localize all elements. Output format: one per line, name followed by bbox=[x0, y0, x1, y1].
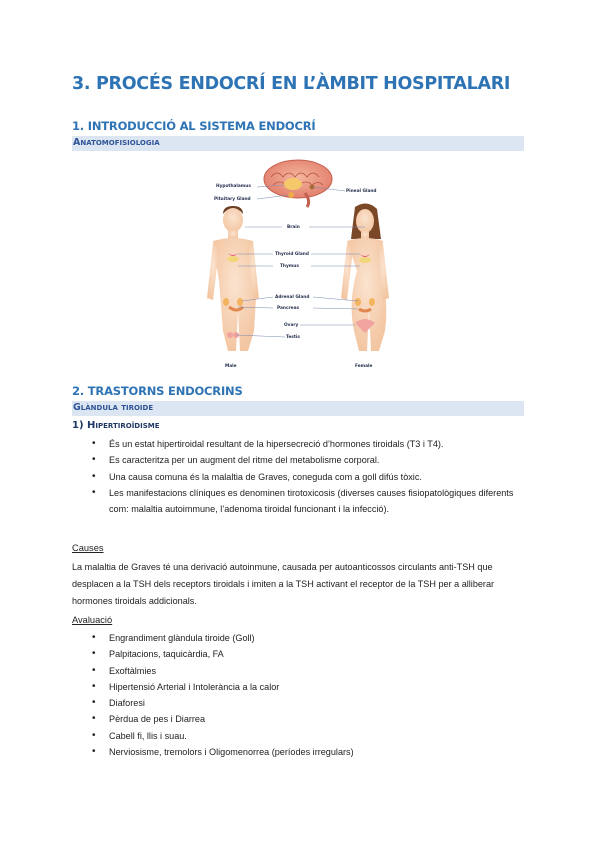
list-item: • Diaforesi bbox=[92, 695, 532, 711]
evaluation-heading: Avaluació bbox=[72, 615, 113, 625]
subsection-title-thyroid: Glàndula tiroide bbox=[73, 402, 154, 413]
label-female: Female bbox=[355, 364, 373, 369]
page-title: 3. PROCÉS ENDOCRÍ EN L’ÀMBIT HOSPITALARI bbox=[72, 74, 511, 94]
label-hypothalamus: Hypothalamus bbox=[216, 184, 251, 189]
list-item: • Cabell fi, llis i suau. bbox=[92, 728, 532, 744]
label-male: Male bbox=[225, 364, 237, 369]
label-thymus: Thymus bbox=[280, 264, 299, 269]
subheading-hyperthyroidism: 1) Hipertiroïdisme bbox=[72, 420, 160, 431]
brain-illustration bbox=[264, 160, 332, 207]
subsection-title-anatomy: Anatomofisiologia bbox=[73, 137, 160, 148]
list-item: • Una causa comuna és la malaltia de Graves, coneguda com a goll difús tòxic. bbox=[92, 469, 532, 485]
label-pancreas: Pancreas bbox=[277, 306, 300, 311]
list-item: • Es caracteritza per un augment del ritme del metabolisme corporal. bbox=[92, 452, 532, 468]
label-testis: Testis bbox=[286, 335, 300, 340]
list-item: • Exoftàlmies bbox=[92, 663, 532, 679]
label-pineal-gland: Pineal Gland bbox=[346, 189, 377, 194]
list-item: • És un estat hipertiroidal resultant de la hipersecreció d’hormones tiroidals (T3 i T4). bbox=[92, 436, 532, 452]
subsection-band-thyroid bbox=[72, 401, 524, 416]
label-adrenal-gland: Adrenal Gland bbox=[275, 295, 310, 300]
female-figure bbox=[341, 203, 389, 351]
section-heading-intro: 1. INTRODUCCIÓ AL SISTEMA ENDOCRÍ bbox=[72, 119, 316, 133]
male-figure bbox=[207, 206, 259, 351]
list-item: • Palpitacions, taquicàrdia, FA bbox=[92, 646, 532, 662]
list-item: • Hipertensió Arterial i Intolerància a la calor bbox=[92, 679, 532, 695]
causes-heading: Causes bbox=[72, 543, 104, 553]
hyperthyroidism-bullet-list bbox=[92, 436, 532, 517]
evaluation-bullet-list bbox=[92, 630, 532, 760]
list-item: • Engrandiment glàndula tiroide (Goll) bbox=[92, 630, 532, 646]
label-brain: Brain bbox=[287, 225, 300, 230]
label-thyroid-gland: Thyroid Gland bbox=[275, 252, 309, 257]
list-item: • Les manifestacions clíniques es denominen tirotoxicosis (diverses causes fisiopatològiques diferents com: malaltia autoimmune, l’adenoma tiroidal funcionant i la infecció). bbox=[92, 485, 532, 518]
subsection-band-anatomy bbox=[72, 136, 524, 151]
label-ovary: Ovary bbox=[284, 323, 299, 328]
list-item: • Pèrdua de pes i Diarrea bbox=[92, 711, 532, 727]
section-heading-disorders: 2. TRASTORNS ENDOCRINS bbox=[72, 384, 243, 398]
label-pituitary-gland: Pituitary Gland bbox=[214, 197, 251, 202]
endocrine-system-illustration bbox=[205, 157, 395, 369]
causes-paragraph: La malaltia de Graves té una derivació autoinmune, causada per autoanticossos circulants anti-TSH que desplacen a la TSH dels receptors tiroidals i imiten a la TSH activant el receptor de la TSH per a alliberar hormones tiroidals addicionals. bbox=[72, 562, 495, 606]
list-item: • Nerviosisme, tremolors i Oligomenorrea (períodes irregulars) bbox=[92, 744, 532, 760]
